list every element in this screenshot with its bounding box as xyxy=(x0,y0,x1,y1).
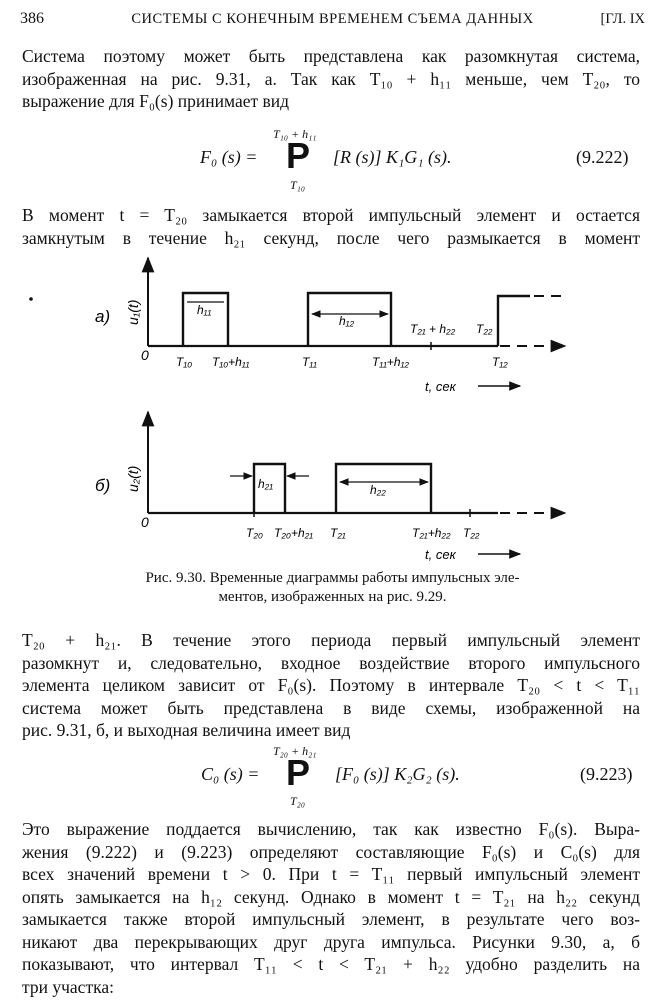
text-line: В момент t = T₂₀ замыкается второй импульсный элемент и остается xyxy=(22,205,640,225)
text-line: T₂₀ + h₂₁. В течение этого периода первый импульсный элемент xyxy=(22,630,640,650)
text-line: замыкается также второй импульсный элемент, в результате чего воз- xyxy=(22,909,640,929)
equation-rhs: [F₀ (s)] K₂G₂ (s). xyxy=(335,764,460,784)
panel-a-label: а) xyxy=(95,307,111,326)
panel-b-pulse-label: h₂₂ xyxy=(370,483,386,497)
panel-b xyxy=(95,412,565,562)
operator-lower-limit: T₂₀ xyxy=(290,794,306,808)
figure-caption xyxy=(60,569,605,607)
text-line: всех значений времени t > 0. При t = T₁₁ первый импульсный элемент xyxy=(22,864,640,884)
caption-line: ментов, изображенных на рис. 9.29. xyxy=(218,589,447,605)
equation-9-223 xyxy=(0,742,665,808)
panel-b-tick-label: T₂₁+h₂₂ xyxy=(412,526,451,540)
panel-b-origin: 0 xyxy=(141,514,149,530)
panel-a-time-label: t, сек xyxy=(425,379,456,394)
text-line: Система поэтому может быть представлена как разомкнутая система, xyxy=(22,46,640,66)
panel-a-tick-label: T₁₀ xyxy=(176,355,193,369)
panel-a-pulse-label: T₂₁ + h₂₂ xyxy=(410,322,456,336)
text-line: замкнутым в течение h₂₁ секунд, после чего размыкается в момент xyxy=(22,227,640,248)
equation-number: (9.222) xyxy=(576,147,629,167)
panel-a-pulse-label: h₁₁ xyxy=(197,303,212,317)
panel-b-tick-label: T₂₂ xyxy=(463,526,480,540)
panel-b-y-axis-label: u₂(t) xyxy=(125,465,141,492)
panel-a-pulse-1 xyxy=(183,293,228,346)
panel-a xyxy=(29,258,565,394)
running-title: СИСТЕМЫ С КОНЕЧНЫМ ВРЕМЕНЕМ СЪЕМА ДАННЫХ xyxy=(131,11,534,27)
panel-a-pulse-label: h₁₂ xyxy=(339,314,355,328)
operator-lower-limit: T₁₀ xyxy=(290,178,306,192)
panel-b-tick-label: T₂₀ xyxy=(246,526,263,540)
panel-a-y-axis-label: u₁(t) xyxy=(125,299,141,325)
text-line: выражение для F₀(s) принимает вид xyxy=(22,91,290,111)
text-line: жения (9.222) и (9.223) определяют составляющие F₀(s) и C₀(s) для xyxy=(22,841,640,862)
text-line: показывают, что интервал T₁₁ < t < T₂₁ + h₂₂ удобно разделить на xyxy=(22,954,640,974)
equation-number: (9.223) xyxy=(580,764,633,784)
paragraph-3 xyxy=(22,629,640,742)
text-line: элемента целиком зависит от F₀(s). Поэтому в интервале T₂₀ < t < T₁₁ xyxy=(22,675,640,695)
panel-b-label: б) xyxy=(95,476,111,495)
text-line: рис. 9.31, б, и выходная величина имеет вид xyxy=(22,720,351,740)
panel-b-tick-label: T₂₀+h₂₁ xyxy=(274,526,314,540)
chapter-label: [ГЛ. IX xyxy=(600,11,645,27)
panel-a-origin: 0 xyxy=(141,347,149,363)
pulse-operator: P xyxy=(286,135,311,176)
equation-lhs: F₀ (s) = xyxy=(200,147,258,167)
panel-b-tick-label: T₂₁ xyxy=(330,526,346,540)
panel-a-pulse-label: T₂₂ xyxy=(476,322,493,336)
pulse-operator: P xyxy=(286,752,311,793)
equation-rhs: [R (s)] K₁G₁ (s). xyxy=(333,147,452,167)
panel-b-time-label: t, сек xyxy=(425,547,456,562)
text-line: никают два перекрывающих друг друга импульса. Рисунки 9.30, а, б xyxy=(22,931,640,952)
operator-upper-limit: T₂₀ + h₂₁ xyxy=(273,744,317,758)
panel-a-tick-label: T₁₂ xyxy=(492,355,508,369)
panel-a-tick-label: T₁₀+h₁₁ xyxy=(212,355,250,369)
operator-upper-limit: T₁₀ + h₁₁ xyxy=(273,127,317,141)
caption-line: Рис. 9.30. Временные диаграммы работы импульсных эле- xyxy=(145,570,520,586)
text-line: три участка: xyxy=(22,976,114,997)
equation-lhs: C₀ (s) = xyxy=(201,764,260,784)
panel-b-pulse-label: h₂₁ xyxy=(258,477,274,491)
text-line: разомкнут и, следовательно, входное воздействие второго импульсного xyxy=(22,652,640,673)
text-line: опять замыкается на h₁₂ секунд. Однако в момент t = T₂₁ на h₂₂ секунд xyxy=(22,886,640,907)
panel-a-pulse-3 xyxy=(498,296,530,346)
text-line: изображенная на рис. 9.31, а. Так как T₁₀ + h₁₁ меньше, чем T₂₀, то xyxy=(22,68,640,89)
panel-a-tick-label: T₁₁ xyxy=(302,355,317,369)
text-line: система может быть представлена в виде схемы, изображенной на xyxy=(22,697,640,718)
paragraph-4 xyxy=(22,818,640,998)
panel-a-tick-label: T₁₁+h₁₂ xyxy=(372,355,409,369)
page-number: 386 xyxy=(20,10,44,27)
dot-mark xyxy=(29,297,33,301)
text-line: Это выражение поддается вычислению, так как известно F₀(s). Выра- xyxy=(22,819,640,839)
